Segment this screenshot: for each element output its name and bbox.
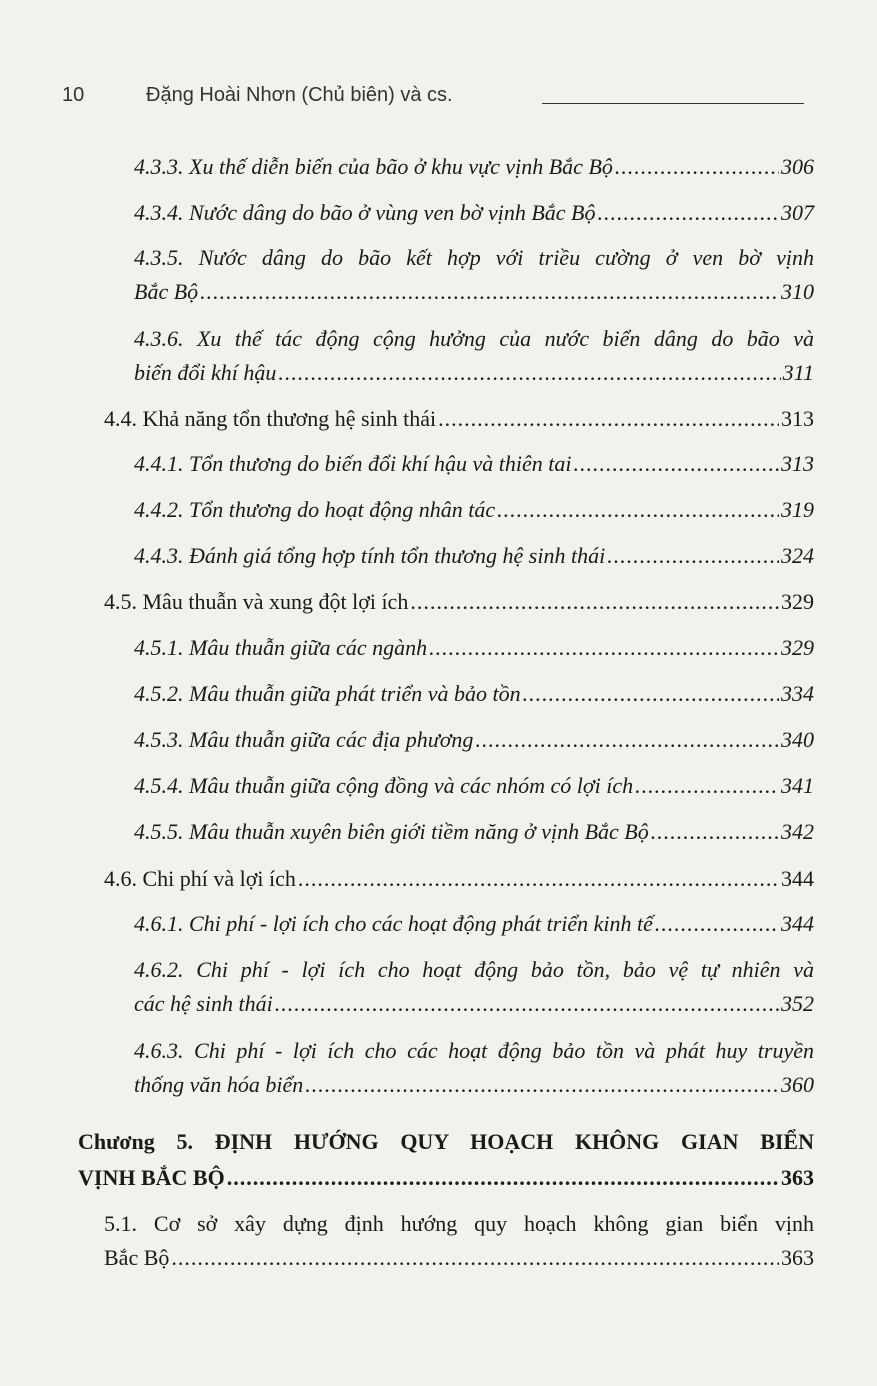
toc-entry-4-3-5[interactable] — [134, 241, 814, 309]
toc-entry-4-5-4[interactable] — [134, 769, 814, 803]
dot-leader — [523, 677, 779, 711]
toc-page-number: 306 — [781, 154, 814, 179]
toc-page-number: 313 — [781, 406, 814, 431]
toc-chapter-title-line2: VỊNH BẮC BỘ — [78, 1165, 225, 1190]
toc-entry-title: 4.3.3. Xu thế diễn biến của bão ở khu vực vịnh Bắc Bộ — [134, 154, 613, 179]
toc-page-number: 313 — [781, 451, 814, 476]
dot-leader — [615, 150, 779, 184]
toc-entry-title: 4.5. Mâu thuẫn và xung đột lợi ích — [104, 589, 409, 614]
toc-entry-title-line1: 5.1. Cơ sở xây dựng định hướng quy hoạch không gian biển vịnh — [104, 1211, 814, 1236]
toc-entry-title-line1: 4.3.6. Xu thế tác động cộng hưởng của nước biển dâng do bão và — [134, 326, 814, 351]
toc-page-number: 363 — [781, 1245, 814, 1270]
toc-entry-title: 4.6. Chi phí và lợi ích — [104, 866, 296, 891]
dot-leader — [438, 402, 779, 436]
toc-entry-4-5[interactable] — [104, 585, 814, 619]
toc-entry-title-line1: 4.6.3. Chi phí - lợi ích cho các hoạt động bảo tồn và phát huy truyền — [134, 1038, 814, 1063]
toc-entry-4-3-6[interactable] — [134, 322, 814, 390]
toc-entry-title: 4.3.4. Nước dâng do bão ở vùng ven bờ vịnh Bắc Bộ — [134, 200, 596, 225]
toc-entry-title: 4.4.1. Tổn thương do biến đổi khí hậu và thiên tai — [134, 451, 572, 476]
toc-entry-title-line2: Bắc Bộ — [104, 1245, 170, 1270]
running-title: Đặng Hoài Nhơn (Chủ biên) và cs. — [146, 84, 453, 106]
toc-entry-4-3-3[interactable] — [134, 150, 814, 184]
toc-entry-4-4[interactable] — [104, 402, 814, 436]
toc-entry-title: 4.5.3. Mâu thuẫn giữa các địa phương — [134, 727, 474, 752]
dot-leader — [597, 196, 779, 230]
toc-entry-title: 4.4.3. Đánh giá tổng hợp tính tổn thương hệ sinh thái — [134, 543, 606, 568]
toc-page-number: 344 — [781, 866, 814, 891]
toc-page-number: 342 — [781, 819, 814, 844]
toc-page-number: 334 — [781, 681, 814, 706]
dot-leader — [475, 723, 779, 757]
toc-entry-4-3-4[interactable] — [134, 196, 814, 230]
dot-leader — [278, 356, 780, 390]
toc-page-number: 340 — [781, 727, 814, 752]
dot-leader — [227, 1160, 779, 1196]
toc-entry-title: 4.4.2. Tổn thương do hoạt động nhân tác — [134, 497, 496, 522]
toc-entry-4-6[interactable] — [104, 862, 814, 896]
toc-entry-4-6-2[interactable] — [134, 953, 814, 1021]
dot-leader — [655, 907, 779, 941]
toc-entry-title-line2: các hệ sinh thái — [134, 991, 273, 1016]
dot-leader — [298, 862, 779, 896]
dot-leader — [635, 769, 779, 803]
toc-entry-title: 4.5.1. Mâu thuẫn giữa các ngành — [134, 635, 428, 660]
dot-leader — [429, 631, 779, 665]
dot-leader — [573, 447, 779, 481]
toc-page-number: 352 — [781, 991, 814, 1016]
toc-page-number: 344 — [781, 911, 814, 936]
toc-page-number: 307 — [781, 200, 814, 225]
toc-entry-4-5-3[interactable] — [134, 723, 814, 757]
toc-entry-4-6-1[interactable] — [134, 907, 814, 941]
toc-entry-4-4-2[interactable] — [134, 493, 814, 527]
toc-entry-title: 4.5.2. Mâu thuẫn giữa phát triển và bảo tồn — [134, 681, 521, 706]
toc-page-number: 363 — [781, 1165, 814, 1190]
toc-entry-title-line1: 4.3.5. Nước dâng do bão kết hợp với triều cường ở ven bờ vịnh — [134, 245, 814, 270]
page-header — [62, 84, 804, 114]
dot-leader — [607, 539, 779, 573]
toc-page-number: 329 — [781, 589, 814, 614]
toc-entry-4-5-2[interactable] — [134, 677, 814, 711]
toc-page-number: 311 — [782, 360, 814, 385]
dot-leader — [305, 1068, 779, 1102]
toc-entry-title-line2: biến đổi khí hậu — [134, 360, 277, 385]
toc-entry-4-5-5[interactable] — [134, 815, 814, 849]
toc-entry-5-1[interactable] — [104, 1207, 814, 1275]
toc-chapter-5[interactable] — [78, 1124, 814, 1196]
toc-page-number: 310 — [781, 279, 814, 304]
dot-leader — [497, 493, 779, 527]
toc-page-number: 319 — [781, 497, 814, 522]
toc-entry-4-5-1[interactable] — [134, 631, 814, 665]
dot-leader — [200, 275, 779, 309]
dot-leader — [651, 815, 779, 849]
toc-entry-title: 4.5.4. Mâu thuẫn giữa cộng đồng và các nhóm có lợi ích — [134, 773, 634, 798]
toc-page-number: 360 — [781, 1072, 814, 1097]
dot-leader — [275, 987, 779, 1021]
toc-entry-4-6-3[interactable] — [134, 1034, 814, 1102]
toc-entry-title: 4.4. Khả năng tổn thương hệ sinh thái — [104, 406, 437, 431]
toc-entry-title-line2: thống văn hóa biển — [134, 1072, 304, 1097]
header-rule — [542, 103, 804, 104]
toc-entry-title: 4.5.5. Mâu thuẫn xuyên biên giới tiềm năng ở vịnh Bắc Bộ — [134, 819, 649, 844]
toc-entry-title-line1: 4.6.2. Chi phí - lợi ích cho hoạt động bảo tồn, bảo vệ tự nhiên và — [134, 957, 814, 982]
toc-entry-title: 4.6.1. Chi phí - lợi ích cho các hoạt động phát triển kinh tế — [134, 911, 653, 936]
toc-chapter-title-line1: Chương 5. ĐỊNH HƯỚNG QUY HOẠCH KHÔNG GIAN BIỂN — [78, 1129, 814, 1154]
toc-page-number: 329 — [781, 635, 814, 660]
page-number: 10 — [62, 84, 85, 106]
toc-entry-4-4-1[interactable] — [134, 447, 814, 481]
toc-page-number: 341 — [781, 773, 814, 798]
dot-leader — [410, 585, 779, 619]
dot-leader — [171, 1241, 779, 1275]
toc-entry-title-line2: Bắc Bộ — [134, 279, 199, 304]
toc-entry-4-4-3[interactable] — [134, 539, 814, 573]
toc-page-number: 324 — [781, 543, 814, 568]
